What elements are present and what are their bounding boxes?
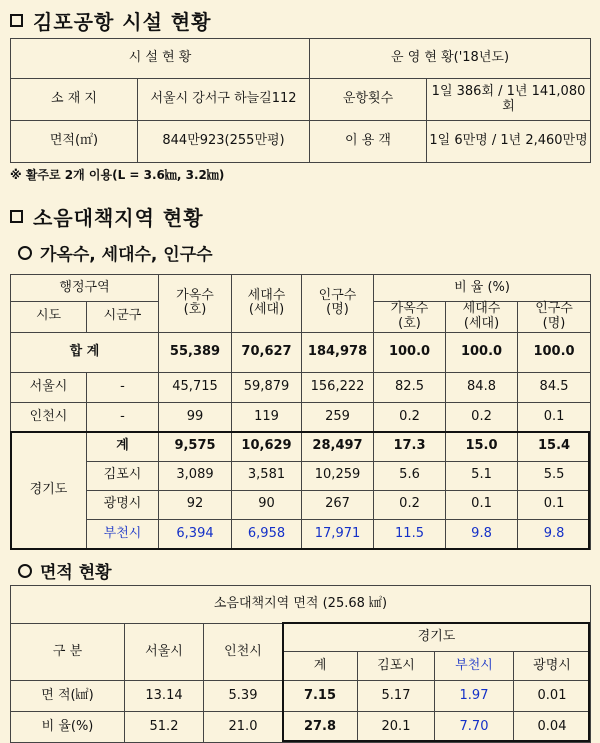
cell: 17.3 [374,432,446,461]
cell: 100.0 [518,332,591,372]
cell: 5.1 [446,461,518,490]
cell: 28,497 [302,432,374,461]
header-sido: 시도 [11,302,87,333]
square-bullet-icon [10,14,23,27]
circle-bullet-icon [18,564,32,578]
cell: 267 [302,490,374,519]
cell: 5.39 [204,681,283,712]
cell: 11.5 [374,519,446,549]
cell: 45,715 [159,372,232,402]
header-ratio-households: 세대수 (세대) [446,302,518,333]
table-row-incheon [11,402,591,432]
area-table [10,585,591,743]
facility-header-right: 운 영 현 황('18년도) [310,39,591,79]
row-sigungu: - [87,372,159,402]
cell: 17,971 [302,519,374,549]
header-sigungu: 시군구 [87,302,159,333]
cell: 0.1 [518,490,591,519]
row-label: 합 계 [11,332,159,372]
header-ratio-population: 인구수 (명) [518,302,591,333]
cell: 55,389 [159,332,232,372]
cell: 100.0 [374,332,446,372]
facility-header-left: 시 설 현 황 [11,39,310,79]
header-gwangmyeong: 광명시 [514,652,591,681]
row-sigungu: 부천시 [87,519,159,549]
cell: 90 [232,490,302,519]
cell: 1.97 [435,681,514,712]
cell: 70,627 [232,332,302,372]
cell: 92 [159,490,232,519]
cell: 0.1 [518,402,591,432]
header-gubun: 구 분 [11,624,125,681]
square-bullet-icon [10,210,23,223]
subtitle-households [18,240,213,265]
cell: 20.1 [358,712,435,743]
cell: 10,629 [232,432,302,461]
cell: 99 [159,402,232,432]
cell: 259 [302,402,374,432]
cell: 0.01 [514,681,591,712]
cell: 84.5 [518,372,591,402]
cell: 6,958 [232,519,302,549]
cell: 119 [232,402,302,432]
section-title-text: 소음대책지역 현황 [33,206,204,230]
header-households: 세대수 (세대) [232,275,302,333]
cell: 9.8 [446,519,518,549]
header-region: 행정구역 [11,275,159,302]
subtitle-text: 가옥수, 세대수, 인구수 [40,245,213,265]
cell: 3,089 [159,461,232,490]
header-gyeonggi: 경기도 [283,624,591,652]
row-sigungu: 광명시 [87,490,159,519]
cell: 0.2 [446,402,518,432]
table-row-bucheon [11,519,591,549]
cell: 0.2 [374,402,446,432]
cell: 15.4 [518,432,591,461]
row-label: 면 적(㎢) [11,681,125,712]
cell: 5.5 [518,461,591,490]
cell: 5.6 [374,461,446,490]
table-row-gwangmyeong [11,490,591,519]
row-label: 비 율(%) [11,712,125,743]
households-table [10,274,591,550]
header-houses: 가옥수 (호) [159,275,232,333]
header-gg-total: 계 [283,652,358,681]
header-ratio-houses: 가옥수 (호) [374,302,446,333]
row-sigungu: 김포시 [87,461,159,490]
table-row-total [11,332,591,372]
facility-table [10,38,591,163]
cell: 5.17 [358,681,435,712]
cell: 7.15 [283,681,358,712]
cell: 27.8 [283,712,358,743]
area-header: 소음대책지역 면적 (25.68 ㎢) [11,586,591,624]
cell: 10,259 [302,461,374,490]
row-sido: 인천시 [11,402,87,432]
cell: 59,879 [232,372,302,402]
header-bucheon: 부천시 [435,652,514,681]
facility-label-location: 소 재 지 [11,79,138,121]
table-row-ratio [11,712,591,743]
cell: 7.70 [435,712,514,743]
subtitle-text: 면적 현황 [40,563,112,583]
circle-bullet-icon [18,246,32,260]
header-incheon: 인천시 [204,624,283,681]
cell: 15.0 [446,432,518,461]
facility-label-passengers: 이 용 객 [310,121,427,163]
facility-label-flights: 운항횟수 [310,79,427,121]
row-sigungu: - [87,402,159,432]
cell: 0.2 [374,490,446,519]
row-sigungu: 계 [87,432,159,461]
section-title-noise [10,202,204,231]
facility-value-location: 서울시 강서구 하늘길112 [138,79,310,121]
cell: 51.2 [125,712,204,743]
table-row-gg-subtotal [11,432,591,461]
section-title-text: 김포공항 시설 현황 [33,10,212,34]
cell: 156,222 [302,372,374,402]
row-sido: 서울시 [11,372,87,402]
cell: 6,394 [159,519,232,549]
table-row-seoul [11,372,591,402]
cell: 9,575 [159,432,232,461]
cell: 100.0 [446,332,518,372]
table-row-gimpo [11,461,591,490]
row-sido-gyeonggi: 경기도 [11,432,87,549]
cell: 21.0 [204,712,283,743]
facility-value-passengers: 1일 6만명 / 1년 2,460만명 [427,121,591,163]
section-title-facility [10,6,212,35]
cell: 3,581 [232,461,302,490]
cell: 84.8 [446,372,518,402]
facility-label-area: 면적(㎡) [11,121,138,163]
cell: 82.5 [374,372,446,402]
cell: 9.8 [518,519,591,549]
facility-value-flights: 1일 386회 / 1년 141,080회 [427,79,591,121]
header-population: 인구수 (명) [302,275,374,333]
header-gimpo: 김포시 [358,652,435,681]
cell: 13.14 [125,681,204,712]
runway-note: ※ 활주로 2개 이용(L = 3.6㎞, 3.2㎞) [10,168,225,182]
table-row-area [11,681,591,712]
header-ratio: 비 율 (%) [374,275,591,302]
subtitle-area [18,558,112,583]
cell: 0.1 [446,490,518,519]
header-seoul: 서울시 [125,624,204,681]
facility-value-area: 844만923(255만평) [138,121,310,163]
cell: 0.04 [514,712,591,743]
cell: 184,978 [302,332,374,372]
